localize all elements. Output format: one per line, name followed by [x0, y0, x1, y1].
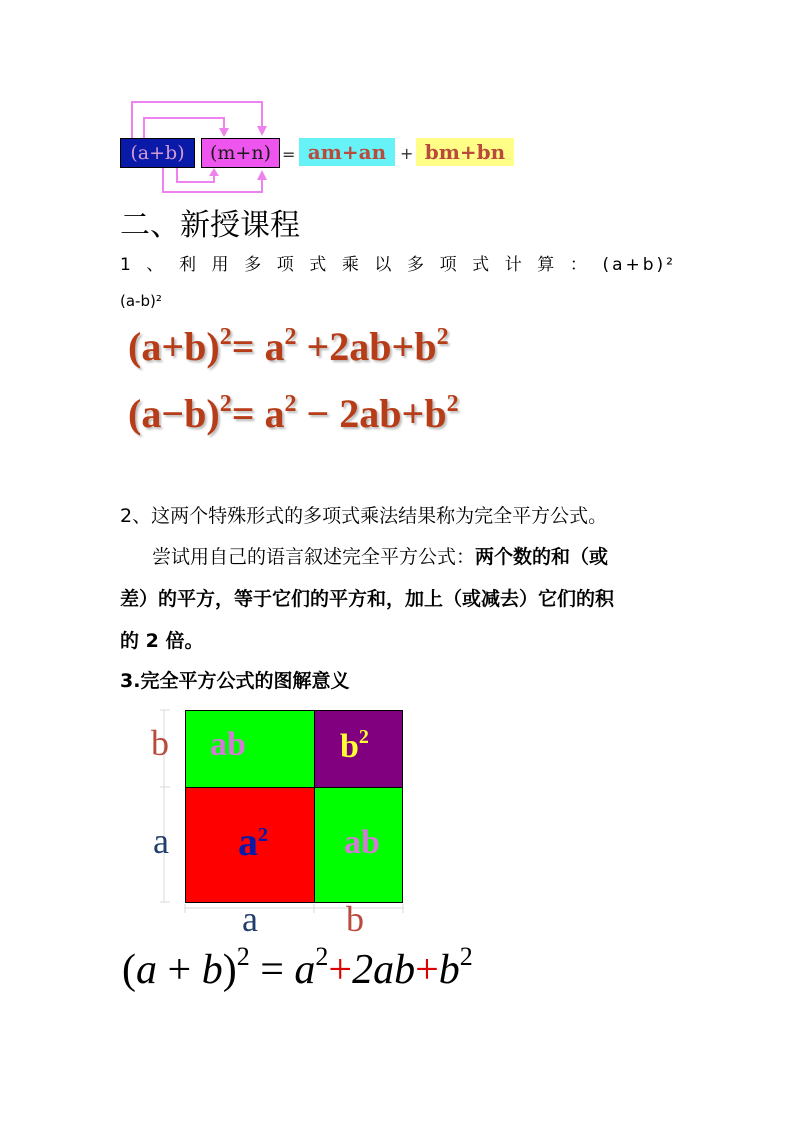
eq-var: b	[201, 947, 223, 993]
eq-exponent: 2	[236, 942, 250, 971]
eq-var: b	[438, 947, 460, 993]
formula-part: +2ab+b	[296, 324, 437, 369]
formula-exponent: 2	[219, 391, 232, 417]
equals-sign: =	[282, 145, 296, 164]
formula-exponent: 2	[284, 324, 297, 350]
formula-part: (a+b)	[128, 324, 220, 369]
eq-paren: )	[222, 947, 237, 993]
paragraph-answer: 两个数的和（或	[475, 546, 609, 568]
eq-paren: (	[122, 947, 136, 993]
formula-exponent: 2	[219, 324, 232, 350]
eq-exponent: 2	[459, 942, 473, 971]
paragraph-prompt: 尝试用自己的语言叙述完全平方公式：	[152, 546, 476, 568]
label-exponent: 2	[358, 726, 369, 748]
eq-exponent: 2	[315, 942, 329, 971]
eq-op-red: +	[328, 947, 353, 993]
item-1-text: 1、利用多项式乘以多项式计算：(a+b)²	[120, 255, 676, 275]
paragraph-line-3: 的 2 倍。	[120, 630, 204, 652]
eq-op: +	[157, 947, 202, 993]
side-label-a: a	[153, 821, 169, 861]
cell-label-ab-top: ab	[210, 726, 246, 763]
formula-exponent: 2	[446, 391, 459, 417]
side-label-b: b	[151, 723, 169, 763]
formula-part: (a−b)	[128, 391, 220, 436]
item-3-heading: 3.完全平方公式的图解意义	[120, 670, 350, 692]
formula-part: − 2ab+b	[296, 391, 447, 436]
item-1-text-continued: (a-b)²	[120, 292, 162, 310]
eq-op-red: +	[415, 947, 439, 993]
label-exponent: 2	[258, 824, 268, 846]
label-base: a	[238, 819, 258, 864]
term-bm-bn: bm+bn	[416, 138, 514, 166]
paragraph-line-2: 差）的平方，等于它们的平方和，加上（或减去）它们的积	[120, 588, 615, 610]
bottom-label-a: a	[242, 899, 258, 939]
label-base: b	[340, 728, 359, 765]
cell-label-ab-right: ab	[344, 824, 380, 861]
factor-a-plus-b: (a+b)	[120, 138, 195, 168]
term-am-an: am+an	[299, 138, 395, 166]
factor-m-plus-n: (m+n)	[201, 138, 280, 168]
eq-op: =	[249, 947, 295, 993]
formula-exponent: 2	[436, 324, 449, 350]
item-2-text: 2、这两个特殊形式的多项式乘法结果称为完全平方公式。	[120, 505, 608, 527]
expansion-equation	[122, 942, 473, 994]
eq-var: a	[294, 947, 316, 993]
section-heading: 二、新授课程	[120, 208, 300, 243]
formula-exponent: 2	[284, 391, 297, 417]
formula-part: = a	[231, 324, 285, 369]
eq-var: a	[136, 947, 157, 993]
plus-sign: +	[400, 144, 414, 163]
eq-term: 2ab	[352, 947, 416, 993]
bottom-label-b: b	[346, 899, 364, 939]
formula-part: = a	[231, 391, 285, 436]
